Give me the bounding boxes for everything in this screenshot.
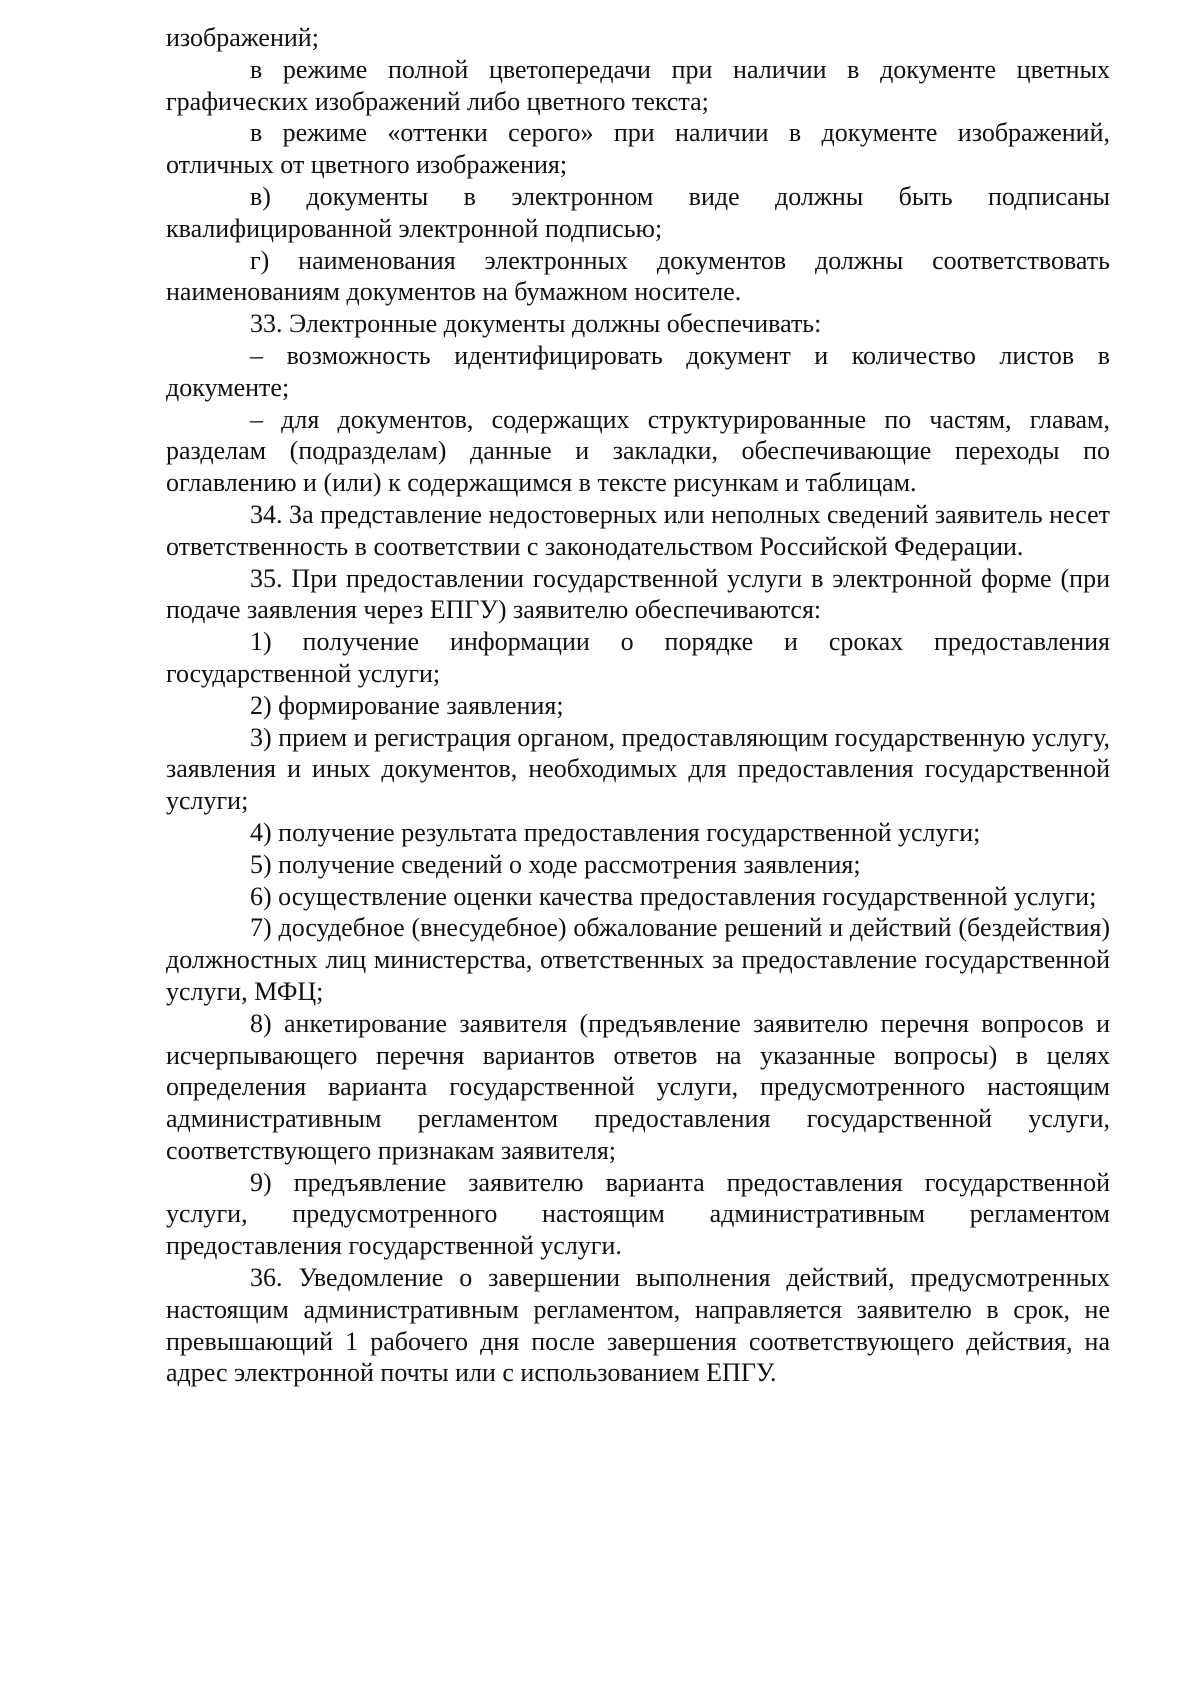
paragraph-33: 33. Электронные документы должны обеспечивать: bbox=[250, 309, 822, 339]
paragraph-33-item-2: – для документов, содержащих структурированные по частям, главам, разделам (подразделам) данные и закладки, обеспечивающие переходы по оглавлению и (или) к содержащимся в тексте рисункам и таблицам. bbox=[166, 404, 1110, 498]
paragraph-36: 36. Уведомление о завершении выполнения действий, предусмотренных настоящим административным регламентом, направляется заявителю в срок, не превышающий 1 рабочего дня после завершения соответствующего действия, на адрес электронной почты или с использованием ЕПГУ. bbox=[166, 1263, 1110, 1388]
paragraph-35: 35. При предоставлении государственной услуги в электронной форме (при подаче заявления через ЕПГУ) заявителю обеспечиваются: bbox=[166, 563, 1110, 625]
paragraph-34: 34. За представление недостоверных или неполных сведений заявитель несет ответственность в соответствии с законодательством Российской Федерации. bbox=[166, 499, 1110, 561]
paragraph-color-mode: в режиме полной цветопередачи при наличии в документе цветных графических изображений либо цветного текста; bbox=[166, 54, 1110, 116]
paragraph-item-v: в) документы в электронном виде должны быть подписаны квалифицированной электронной подписью; bbox=[166, 181, 1110, 243]
paragraph-35-item-8: 8) анкетирование заявителя (предъявление заявителю перечня вопросов и исчерпывающего перечня вариантов ответов на указанные вопросы) в целях определения варианта государственной услуги, предусмотренного настоящим административным регламентом предоставления государственной услуги, соответствующего признакам заявителя; bbox=[166, 1008, 1110, 1165]
paragraph-35-item-2: 2) формирование заявления; bbox=[250, 690, 564, 720]
document-body bbox=[166, 22, 1110, 1389]
paragraph-33-item-1: – возможность идентифицировать документ и количество листов в документе; bbox=[166, 340, 1110, 402]
paragraph-grayscale-mode: в режиме «оттенки серого» при наличии в документе изображений, отличных от цветного изображения; bbox=[166, 118, 1110, 180]
paragraph-35-item-4: 4) получение результата предоставления государственной услуги; bbox=[250, 817, 981, 847]
paragraph-35-item-3: 3) прием и регистрация органом, предоставляющим государственную услугу, заявления и иных документов, необходимых для предоставления государственной услуги; bbox=[166, 722, 1110, 816]
paragraph-35-item-6: 6) осуществление оценки качества предоставления государственной услуги; bbox=[250, 881, 1097, 911]
paragraph-35-item-9: 9) предъявление заявителю варианта предоставления государственной услуги, предусмотренного настоящим административным регламентом предоставления государственной услуги. bbox=[166, 1167, 1110, 1261]
paragraph-35-item-7: 7) досудебное (внесудебное) обжалование решений и действий (бездействия) должностных лиц министерства, ответственных за предоставление государственной услуги, МФЦ; bbox=[166, 913, 1110, 1006]
paragraph-continuation: изображений; bbox=[166, 23, 319, 52]
paragraph-35-item-1: 1) получение информации о порядке и сроках предоставления государственной услуги; bbox=[166, 627, 1110, 688]
paragraph-item-g: г) наименования электронных документов должны соответствовать наименованиям документов на бумажном носителе. bbox=[166, 245, 1110, 307]
paragraph-35-item-5: 5) получение сведений о ходе рассмотрения заявления; bbox=[250, 849, 861, 879]
